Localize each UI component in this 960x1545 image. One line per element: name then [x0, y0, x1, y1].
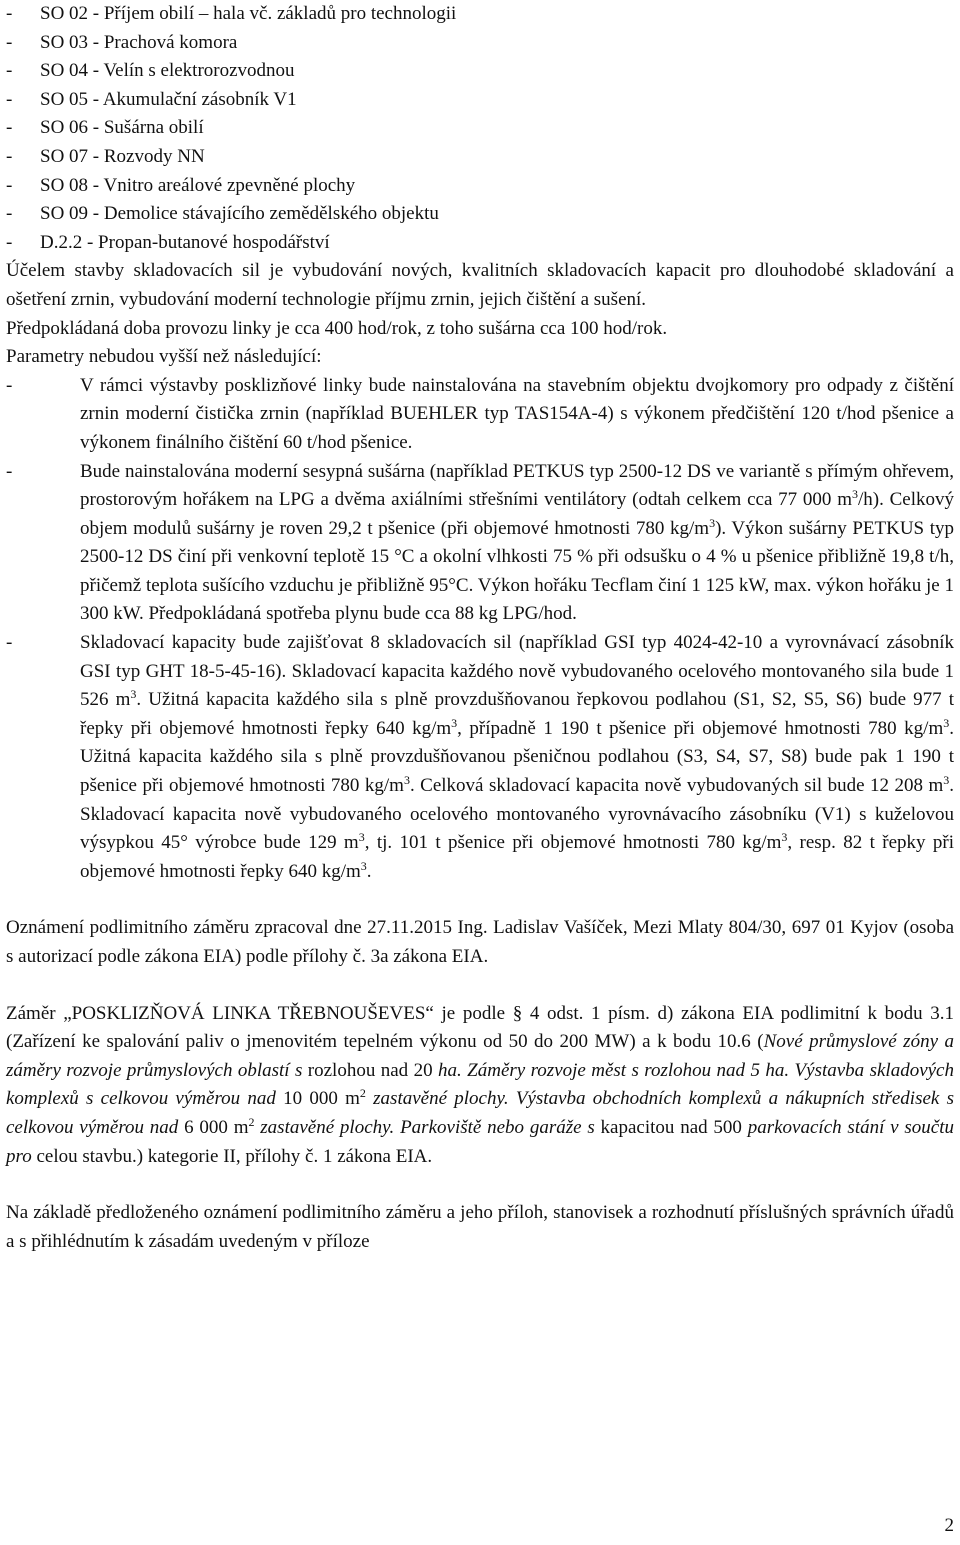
- list-item: [6, 629, 954, 886]
- list-item: - SO 09 - Demolice stávajícího zemědělského objektu: [6, 200, 954, 229]
- object-list: [6, 0, 954, 257]
- list-item: - SO 03 - Prachová komora: [6, 29, 954, 58]
- author-paragraph: Oznámení podlimitního záměru zpracoval dne 27.11.2015 Ing. Ladislav Vašíček, Mezi Mlaty 804/30, 697 01 Kyjov (osoba s autorizací podle zákona EIA) podle přílohy č. 3a zákona EIA.: [6, 917, 954, 967]
- document-body: [6, 0, 954, 1256]
- page-number: 2: [944, 1515, 954, 1536]
- list-item: - SO 07 - Rozvody NN: [6, 143, 954, 172]
- parameters-list: [6, 372, 954, 887]
- list-item: - SO 02 - Příjem obilí – hala vč. základů pro technologii: [6, 0, 954, 29]
- list-item: [6, 372, 954, 458]
- list-item-text: - V rámci výstavby posklizňové linky bude nainstalována na stavebním objektu dvojkomory pro odpady z čištění zrnin moderní čistička zrnin (například BUEHLER typ TAS154A-4) s výkonem předčištění 120 t/hod pšenice a výkonem finálního čištění 60 t/hod pšenice.: [80, 374, 954, 453]
- operation-paragraph: Předpokládaná doba provozu linky je cca 400 hod/rok, z toho sušárna cca 100 hod/rok.: [6, 317, 668, 339]
- list-item-text: - Bude nainstalována moderní sesypná sušárna (například PETKUS typ 2500-12 DS ve variantě s přímým ohřevem, prostorovým hořákem na LPG a dvěma axiálními střešními ventilátory (odtah celkem cca 77 000 $m^3/h$). Celkový objem modulů sušárny je roven 29,2 t pšenice (při objemové hmotnosti 780 $kg/m^3$). Výkon sušárny PETKUS typ 2500-12 DS činí při venkovní teplotě 15 °C a okolní vlhkosti 75 % při odsušku o 4 % u pšenice přibližně 19,8 t/h, přičemž teplota sušícího vzduchu je přibližně 95°C. Výkon hořáku Tecflam činí 1 125 kW, max. výkon hořáku je 1 300 kW. Předpokládaná spotřeba plynu bude cca 88 kg LPG/hod.: [80, 460, 954, 625]
- purpose-paragraph: Účelem stavby skladovacích sil je vybudování nových, kvalitních skladovacích kapacit pro dlouhodobé skladování a ošetření zrnin, vybudování moderní technologie příjmu zrnin, jejich čištění a sušení.: [6, 260, 954, 310]
- conclusion-paragraph: Na základě předloženého oznámení podlimitního záměru a jeho příloh, stanovisek a rozhodnutí příslušných správních úřadů a s přihlédnutím k zásadám uvedeným v příloze: [6, 1202, 954, 1252]
- list-item: [6, 458, 954, 630]
- list-item: - SO 08 - Vnitro areálové zpevněné plochy: [6, 172, 954, 201]
- list-item: - SO 04 - Velín s elektrorozvodnou: [6, 57, 954, 86]
- list-item-text: - Skladovací kapacity bude zajišťovat 8 skladovacích sil (například GSI typ 4024-42-10 a vyrovnávací zásobník GSI typ GHT 18-5-45-16). Skladovací kapacita každého nově vybudovaného ocelového montovaného sila bude 1 526 $m^3$. Užitná kapacita každého sila s plně provzdušňovanou řepkovou podlahou (S1, S2, S5, S6) bude 977 t řepky při objemové hmotnosti řepky 640 $kg/m^3$, případně 1 190 t pšenice při objemové hmotnosti 780 $kg/m^3$. Užitná kapacita každého sila s plně provzdušňovanou pšeničnou podlahou (S3, S4, S7, S8) bude pak 1 190 t pšenice při objemové hmotnosti 780 $kg/m^3$. Celková skladovací kapacita nově vybudovaných sil bude 12 208 $m^3$. Skladovací kapacita nově vybudovaného ocelového montovaného vyrovnávacího zásobníku (V1) s kuželovou výsypkou 45° výrobce bude 129 $m^3$, tj. 101 t pšenice při objemové hmotnosti 780 $kg/m^3$, resp. 82 t řepky při objemové hmotnosti řepky 640 $kg/m^3$.: [80, 632, 955, 882]
- parameters-intro: Parametry nebudou vyšší než následující:: [6, 346, 322, 368]
- list-item: - D.2.2 - Propan-butanové hospodářství: [6, 229, 954, 258]
- classification-paragraph: Záměr „POSKLIZŇOVÁ LINKA TŘEBNOUŠEVES“ je podle § 4 odst. 1 písm. d) zákona EIA podlimitní k bodu 3.1 (Zařízení ke spalování paliv o jmenovitém tepelném výkonu od 50 do 200 MW) a k bodu 10.6 (Nové průmyslové zóny a záměry rozvoje průmyslových oblastí s rozlohou nad 20 ha. Záměry rozvoje měst s rozlohou nad 5 ha. Výstavba skladových komplexů s celkovou výměrou nad 10 000 $m^2$ zastavěné plochy. Výstavba obchodních komplexů a nákupních středisek s celkovou výměrou nad 6 000 $m^2$ zastavěné plochy. Parkoviště nebo garáže s kapacitou nad 500 parkovacích stání v součtu pro celou stavbu.) kategorie II, přílohy č. 1 zákona EIA.: [6, 1002, 955, 1167]
- list-item: - SO 05 - Akumulační zásobník V1: [6, 86, 954, 115]
- list-item: - SO 06 - Sušárna obilí: [6, 114, 954, 143]
